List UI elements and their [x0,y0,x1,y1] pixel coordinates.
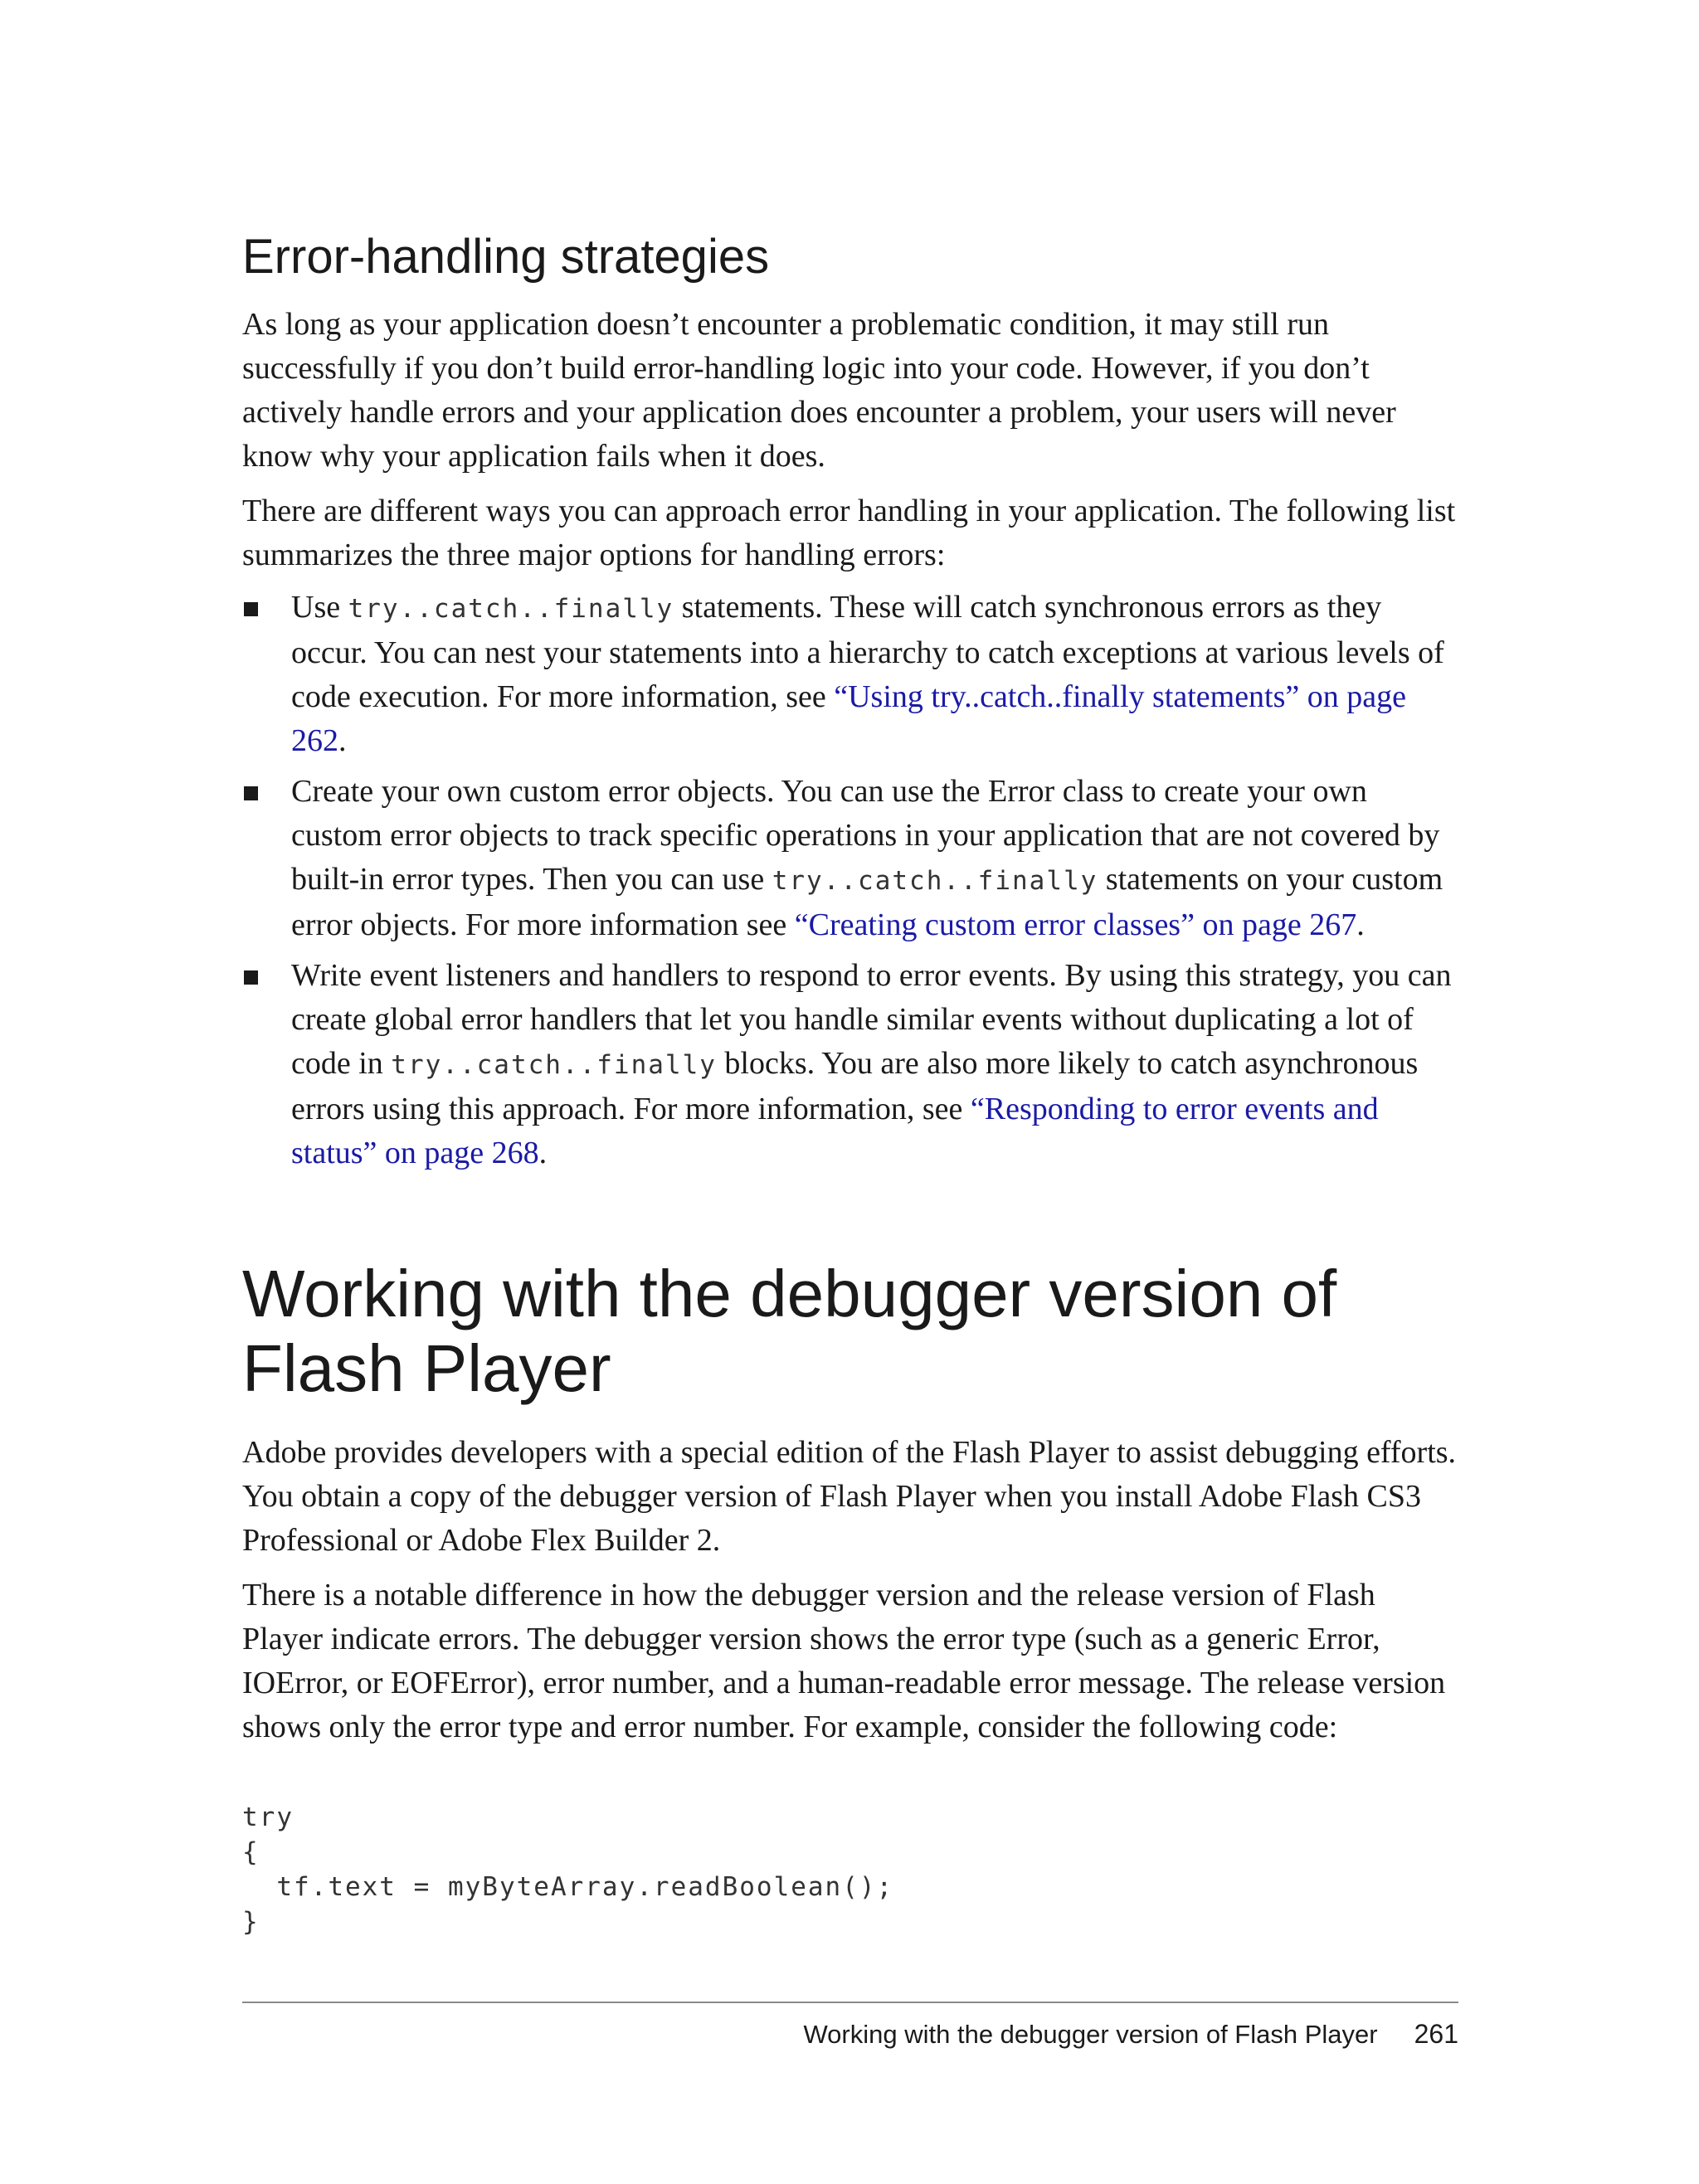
list-item [242,586,1458,763]
list-item [242,954,1458,1175]
list-text: . [538,1136,548,1170]
page-number: 261 [1414,2019,1458,2049]
paragraph: There are different ways you can approach error handling in your application. The following list summarizes the three major options for handling errors: [242,494,1456,572]
square-bullet-icon [244,970,258,985]
footer-divider [242,2002,1458,2003]
inline-code: try..catch..finally [772,866,1098,896]
list-text: Create your own custom error objects. You can use the Error class to create your own custom error objects to track specific operations in your application that are not covered by built-in error types. Then you can use [291,774,1440,897]
cross-reference-link[interactable]: “Creating custom error classes” on page 267 [794,907,1357,942]
list-text: blocks. You are also more likely to catch asynchronous errors using this approach. For more information, see [291,1046,1419,1126]
list-text: . [338,723,347,758]
page-footer [242,2016,1458,2053]
list-text: statements. These will catch synchronous errors as they occur. You can nest your statements into a hierarchy to catch exceptions at various levels of code execution. For more information, see [291,590,1444,714]
footer-title: Working with the debugger version of Flash Player [803,2020,1378,2049]
square-bullet-icon [244,602,258,616]
inline-code: try..catch..finally [391,1050,717,1080]
inline-code: try..catch..finally [348,594,674,624]
list-text: statements on your custom error objects. For more information see [291,862,1443,942]
cross-reference-link[interactable]: “Responding to error events and status” on page 268 [291,1092,1379,1170]
paragraph: There is a notable difference in how the debugger version and the release version of Flash Player indicate errors. The debugger version shows the error type (such as a generic Error, IOError, or EOFError), error number, and a human-readable error message. The release version shows only the error type and error number. For example, consider the following code: [242,1578,1446,1744]
list-text: . [1356,907,1365,942]
strategy-list [242,586,1458,1182]
list-text: Write event listeners and handlers to respond to error events. By using this strategy, you can create global error handlers that let you handle similar events without duplicating a lot of code in [291,958,1452,1081]
cross-reference-link[interactable]: “Using try..catch..finally statements” on page 262 [291,679,1407,758]
code-block: try { tf.text = myByteArray.readBoolean(); } [242,1802,894,1937]
list-text: Use [291,590,348,625]
square-bullet-icon [244,786,258,800]
paragraph: Adobe provides developers with a special edition of the Flash Player to assist debugging efforts. You obtain a copy of the debugger version of Flash Player when you install Adobe Flash CS3 Professional or Adobe Flex Builder 2. [242,1435,1457,1558]
section-heading: Error-handling strategies [242,230,770,284]
list-item [242,770,1458,947]
chapter-heading: Working with the debugger version of Flash Player [242,1257,1337,1405]
paragraph: As long as your application doesn’t encounter a problematic condition, it may still run successfully if you don’t build error-handling logic into your code. However, if you don’t actively handle errors and your application does encounter a problem, your users will never know why your application fails when it does. [242,307,1396,474]
